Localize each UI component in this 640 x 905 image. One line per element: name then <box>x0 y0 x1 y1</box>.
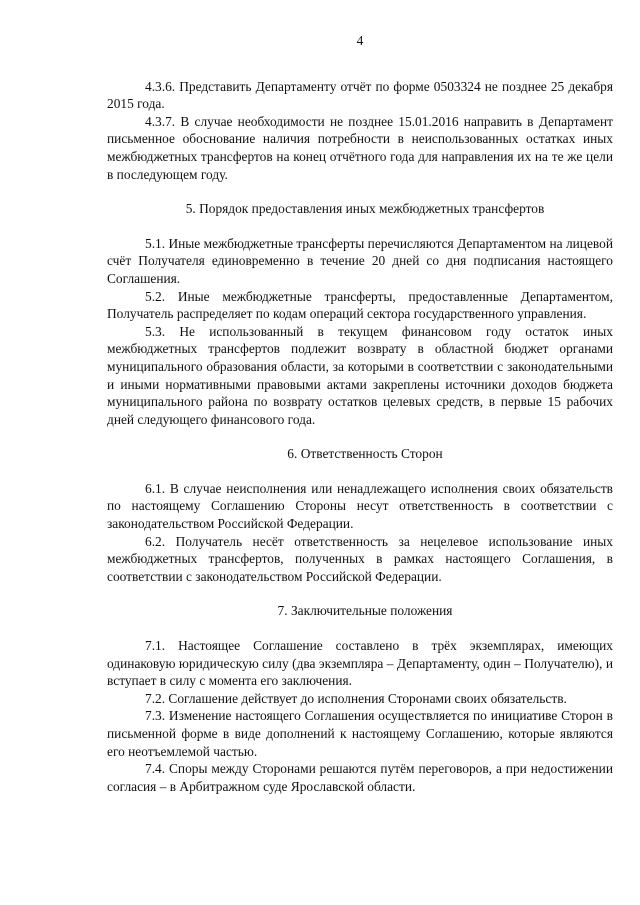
paragraph-4-3-6: 4.3.6. Представить Департаменту отчёт по форме 0503324 не позднее 25 декабря 2015 года. <box>107 78 613 112</box>
page-number: 4 <box>356 33 364 48</box>
section-title-7: 7. Заключительные положения <box>277 603 453 619</box>
paragraph-4-3-7: 4.3.7. В случае необходимости не позднее 15.01.2016 направить в Департамент письменное обоснование наличия потребности в неиспользованных остатках иных межбюджетных трансфертов на конец отчётного года для направления их на те же цели в последующем году. <box>107 113 613 182</box>
paragraph-5-3: 5.3. Не использованный в текущем финансовом году остаток иных межбюджетных трансфертов подлежит возврату в областной бюджет органами муниципального образования области, за которыми в соответствии с законодательными и иными нормативными правовыми актами закреплены источники доходов бюджета муниципального района по возврату остатков целевых средств, в первые 15 рабочих дней следующего финансового года. <box>107 323 613 427</box>
section-title-5: 5. Порядок предоставления иных межбюджетных трансфертов <box>185 201 545 217</box>
spacer <box>107 183 613 200</box>
paragraph-7-2: 7.2. Соглашение действует до исполнения Сторонами своих обязательств. <box>145 690 567 706</box>
paragraph-5-1: 5.1. Иные межбюджетные трансферты перечисляются Департаментом на лицевой счёт Получателя единовременно в течение 20 дней со дня подписания настоящего Соглашения. <box>107 235 613 286</box>
paragraph-6-2: 6.2. Получатель несёт ответственность за нецелевое использование иных межбюджетных трансфертов, полученных в рамках настоящего Соглашения, в соответствии с законодательством Российской Федерации. <box>107 533 613 584</box>
spacer <box>107 218 613 235</box>
spacer <box>107 620 613 637</box>
paragraph-7-3: 7.3. Изменение настоящего Соглашения осуществляется по инициативе Сторон в письменной форме в виде дополнений к настоящему Соглашению, которые являются его неотъемлемой частью. <box>107 708 613 759</box>
paragraph-7-1: 7.1. Настоящее Соглашение составлено в трёх экземплярах, имеющих одинаковую юридическую силу (два экземпляра – Департаменту, один – Получателю), и вступает в силу с момента его заключения. <box>107 638 613 689</box>
paragraph-6-1: 6.1. В случае неисполнения или ненадлежащего исполнения своих обязательств по настоящему Соглашению Стороны несут ответственность в соответствии с законодательством Российской Федерации. <box>107 480 613 532</box>
paragraph-7-4: 7.4. Споры между Сторонами решаются путём переговоров, а при недостижении согласия – в Арбитражном суде Ярославской области. <box>107 761 613 794</box>
document-page <box>107 32 613 795</box>
spacer <box>107 585 613 602</box>
spacer <box>107 428 613 445</box>
paragraph-5-2: 5.2. Иные межбюджетные трансферты, предоставленные Департаментом, Получатель распределяет по кодам операций сектора государственного управления. <box>107 288 613 322</box>
spacer <box>107 463 613 480</box>
section-title-6: 6. Ответственность Сторон <box>287 446 443 462</box>
